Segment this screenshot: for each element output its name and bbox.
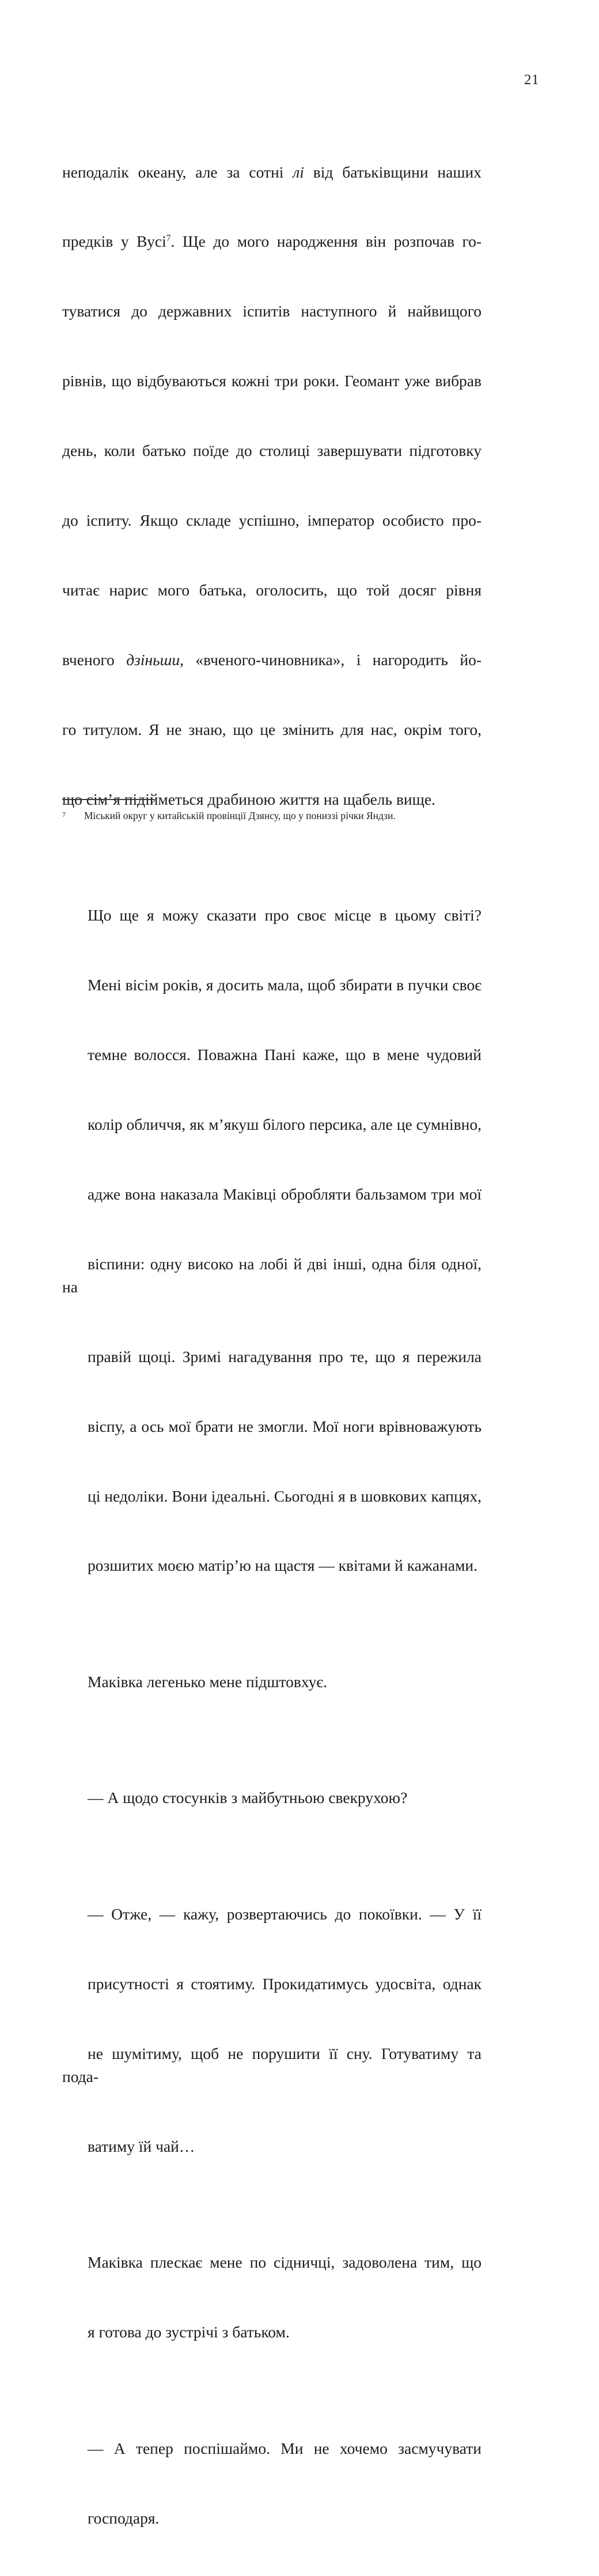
footnote-text: Міський округ у китайській провінції Дзянсу, що у пониззі річки Яндзи.: [84, 810, 396, 821]
text-run: від батьківщини наших: [304, 163, 482, 181]
text-line: правій щоці. Зримі нагадування про те, що я пережила: [88, 1347, 482, 1366]
text-run: вченого: [62, 650, 127, 669]
paragraph-continued: [62, 114, 482, 858]
text-line: го титулом. Я не знаю, що це змінить для нас, окрім того,: [62, 720, 482, 738]
text-line: що сім’я підійметься драбиною життя на щабель вище.: [62, 790, 435, 808]
text-line-first: Маківка плескає мене по сідничці, задоволена тим, що: [88, 2253, 482, 2272]
text-run: . Ще до мого народження він розпочав го-: [170, 232, 482, 251]
text-run: , «вченого-чиновника», і нагородить йо-: [180, 650, 482, 669]
text-line-first: — А тепер поспішаймо. Ми не хочемо засмучувати: [88, 2439, 482, 2457]
text-line: [62, 161, 482, 184]
text-line-first: [62, 904, 482, 927]
footnote-reference-7[interactable]: 7: [166, 233, 171, 244]
text-line: темне волосся. Поважна Пані каже, що в мене чудовий: [88, 1045, 482, 1063]
text-line: день, коли батько поїде до столиці завершувати підготовку: [62, 442, 482, 460]
text-line: господаря.: [88, 2509, 160, 2527]
italic-term-li: лі: [293, 163, 304, 181]
text-run: Що ще я можу сказати про своє місце в цьому світі?: [88, 906, 482, 925]
text-line: [62, 230, 482, 253]
footnote-separator-rule: [62, 799, 154, 800]
text-line: [62, 648, 482, 672]
text-line: Мені вісім років, я досить мала, щоб збирати в пучки своє: [88, 975, 482, 994]
main-text-block: [62, 114, 486, 2576]
text-line: присутності я стоятиму. Прокидатимусь удосвіта, однак: [88, 1974, 482, 1993]
text-line: читає нарис мого батька, оголосить, що той досяг рівня: [62, 580, 482, 599]
text-line: туватися до державних іспитів наступного й найвищого: [62, 302, 482, 320]
italic-term-dzinshy: дзіньши: [126, 650, 180, 669]
text-line: ці недоліки. Вони ідеальні. Сьогодні я в шовкових капцях,: [88, 1487, 482, 1505]
text-line: я готова до зустрічі з батьком.: [88, 2323, 290, 2341]
paragraph-dialogue-question: [62, 1740, 482, 1856]
page-number: 21: [524, 72, 539, 88]
footnote-marker: 7: [62, 810, 66, 819]
text-line: колір обличчя, як м’якуш білого персика, але це сумнівно,: [88, 1115, 482, 1133]
text-line: до іспиту. Якщо складе успішно, імператор особисто про-: [62, 511, 482, 530]
text-line: адже вона наказала Маківці обробляти бальзамом три мої: [88, 1185, 482, 1203]
text-line: віспини: одну високо на лобі й дві інші, одна біля одної, на: [62, 1254, 486, 1296]
text-line: не шумітиму, щоб не порушити її сну. Готуватиму та пода-: [62, 2044, 486, 2085]
text-line: розшитих моєю матір’ю на щастя — квітами й кажанами.: [88, 1556, 478, 1575]
paragraph-makivka-nudge: [62, 1624, 482, 1740]
text-line-first: — Отже, — кажу, розвертаючись до покоївки. — У її: [88, 1904, 482, 1923]
text-run: предків у Вусі: [62, 232, 166, 251]
paragraph-my-place: [62, 858, 486, 1624]
footnote-7: [62, 808, 482, 823]
paragraph-makivka-pat: [62, 2205, 482, 2390]
text-line: ватиму їй чай…: [88, 2137, 195, 2155]
text-run: неподалік океану, але за сотні: [62, 163, 293, 181]
text-line: віспу, а ось мої брати не змогли. Мої ноги врівноважують: [88, 1417, 482, 1435]
text-line: Маківка легенько мене підштовхує.: [88, 1672, 328, 1691]
text-line: рівнів, що відбуваються кожні три роки. Геомант уже вибрав: [62, 372, 482, 390]
paragraph-dialogue-hurry: [62, 2390, 482, 2576]
text-line: — А щодо стосунків з майбутньою свекрухою?: [88, 1789, 408, 1807]
paragraph-dialogue-answer: [62, 1856, 486, 2204]
